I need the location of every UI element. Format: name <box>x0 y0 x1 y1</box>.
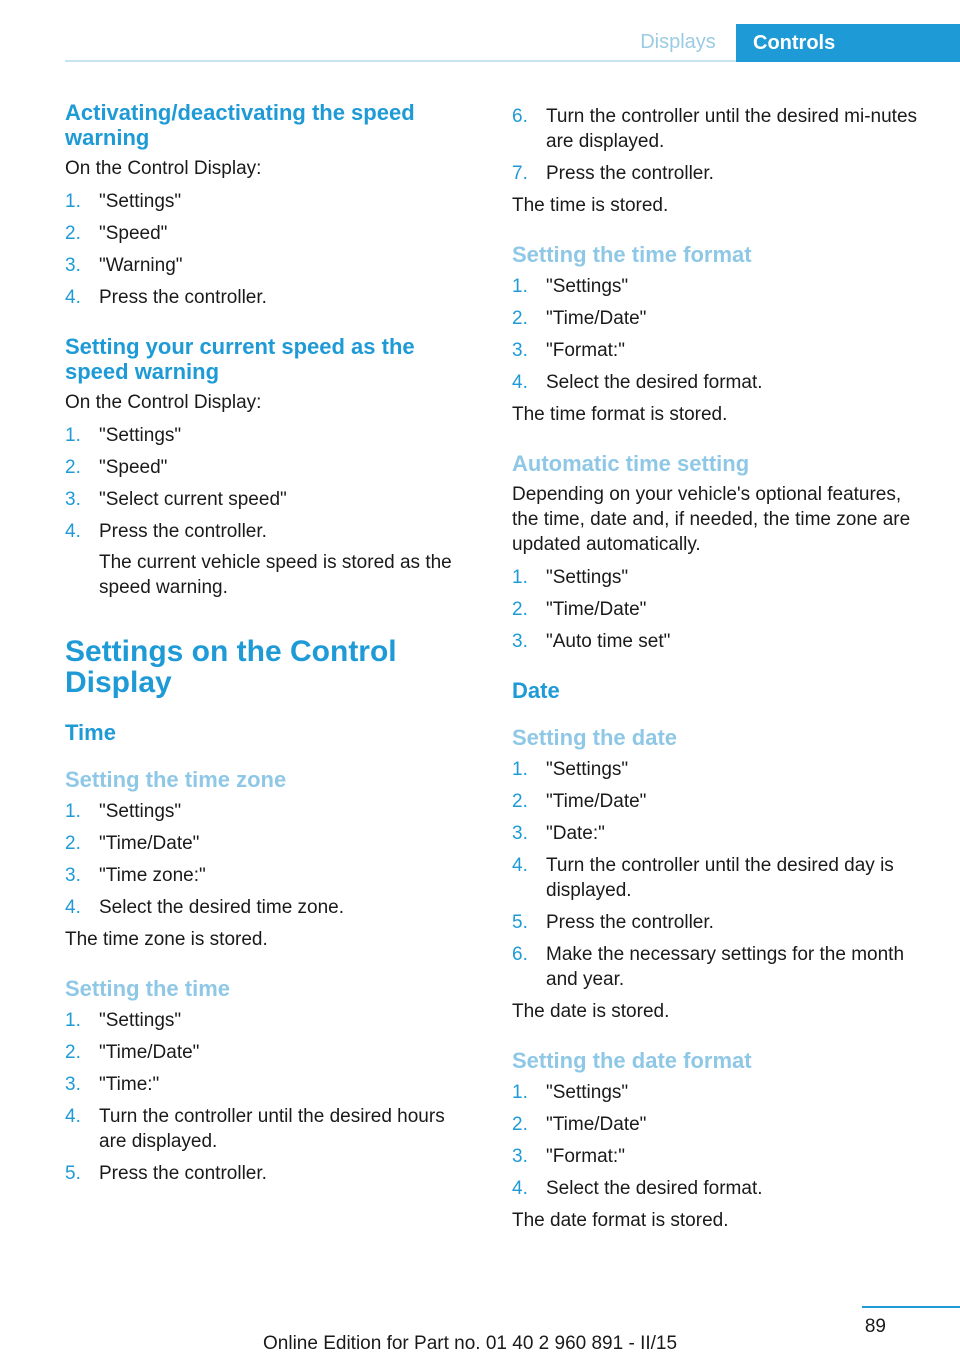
list-item: 3. "Time:" <box>65 1074 160 1095</box>
list-item: 1. "Settings" <box>65 425 182 446</box>
time-heading: Time <box>65 720 116 745</box>
current-speed-intro: On the Control Display: <box>65 392 262 413</box>
list-item: 1. "Settings" <box>512 759 629 780</box>
set-date-result: The date is stored. <box>512 1001 670 1022</box>
list-item: 3. "Format:" <box>512 340 625 361</box>
time-format-result: The time format is stored. <box>512 404 728 425</box>
list-item: 2. "Speed" <box>65 223 168 244</box>
set-date-steps <box>512 757 932 992</box>
date-format-heading: Setting the date format <box>512 1048 752 1073</box>
list-item: 6. Make the necessary settings for the month and year. <box>512 944 905 990</box>
tab-displays[interactable]: Displays <box>640 31 716 53</box>
list-item: 3. "Select current speed" <box>65 489 287 510</box>
current-speed-note: The current vehicle speed is stored as the speed warning. <box>99 552 452 598</box>
set-time-steps <box>65 1008 475 1186</box>
current-speed-steps <box>65 423 475 600</box>
date-format-result: The date format is stored. <box>512 1210 729 1231</box>
speed-warning-heading: Activating/deactivating the speed warning <box>65 100 415 150</box>
list-item: 2. "Speed" <box>65 457 168 478</box>
set-time-result: The time is stored. <box>512 195 669 216</box>
list-item: 4. Turn the controller until the desired hours are displayed. <box>65 1106 445 1152</box>
set-date-heading: Setting the date <box>512 725 678 750</box>
list-item: 3. "Date:" <box>512 823 605 844</box>
list-item: 2. "Time/Date" <box>512 1114 647 1135</box>
list-item: 6. Turn the controller until the desired mi‐nutes are displayed. <box>512 106 918 152</box>
set-time-heading: Setting the time <box>65 976 231 1001</box>
date-heading: Date <box>512 678 560 703</box>
list-item: 2. "Time/Date" <box>65 833 200 854</box>
footer-rule <box>862 1306 960 1308</box>
list-item: 4. Select the desired format. <box>512 372 763 393</box>
list-item: 4. Select the desired time zone. <box>65 897 345 918</box>
right-column <box>512 100 932 1233</box>
list-item: 4. Turn the controller until the desired day is displayed. <box>512 855 894 901</box>
list-item: 5. Press the controller. <box>65 1163 267 1184</box>
list-item: 3. "Auto time set" <box>512 631 671 652</box>
list-item: 1. "Settings" <box>65 801 182 822</box>
list-item: 1. "Settings" <box>65 1010 182 1031</box>
edition-text: Online Edition for Part no. 01 40 2 960 891 - II/15 <box>263 1333 678 1354</box>
list-item: 2. "Time/Date" <box>512 308 647 329</box>
list-item: 4. Press the controller. <box>65 287 267 308</box>
left-column <box>65 100 475 1186</box>
list-item: 1. "Settings" <box>65 191 182 212</box>
list-item: 5. Press the controller. <box>512 912 714 933</box>
list-item: 1. "Settings" <box>512 1082 629 1103</box>
current-speed-heading: Setting your current speed as the speed warning <box>65 334 415 384</box>
auto-time-heading: Automatic time setting <box>512 451 750 476</box>
tab-controls[interactable]: Controls <box>736 24 960 62</box>
list-item: 7. Press the controller. <box>512 163 714 184</box>
auto-time-text: Depending on your vehicle's optional features, the time, date and, if needed, the time zone are updated automatically. <box>512 484 911 555</box>
speed-warning-intro: On the Control Display: <box>65 158 262 179</box>
time-format-steps <box>512 274 932 395</box>
date-format-steps <box>512 1080 932 1201</box>
auto-time-steps <box>512 565 932 654</box>
list-item: 2. "Time/Date" <box>512 791 647 812</box>
list-item: 1. "Settings" <box>512 276 629 297</box>
list-item: 2. "Time/Date" <box>65 1042 200 1063</box>
list-item: 3. "Warning" <box>65 255 183 276</box>
list-item: 3. "Time zone:" <box>65 865 206 886</box>
list-item: 1. "Settings" <box>512 567 629 588</box>
time-zone-result: The time zone is stored. <box>65 929 268 950</box>
time-format-heading: Setting the time format <box>512 242 752 267</box>
list-item: 2. "Time/Date" <box>512 599 647 620</box>
set-time-steps-continued <box>512 104 932 186</box>
time-zone-heading: Setting the time zone <box>65 767 287 792</box>
page-number: 89 <box>864 1316 886 1337</box>
speed-warning-steps <box>65 189 475 310</box>
list-item: 4. Select the desired format. <box>512 1178 763 1199</box>
list-item: 4. Press the controller. The current vehicle speed is stored as the speed warning. <box>65 519 475 600</box>
time-zone-steps <box>65 799 475 920</box>
settings-heading: Settings on the Control Display <box>65 635 397 699</box>
list-item: 3. "Format:" <box>512 1146 625 1167</box>
